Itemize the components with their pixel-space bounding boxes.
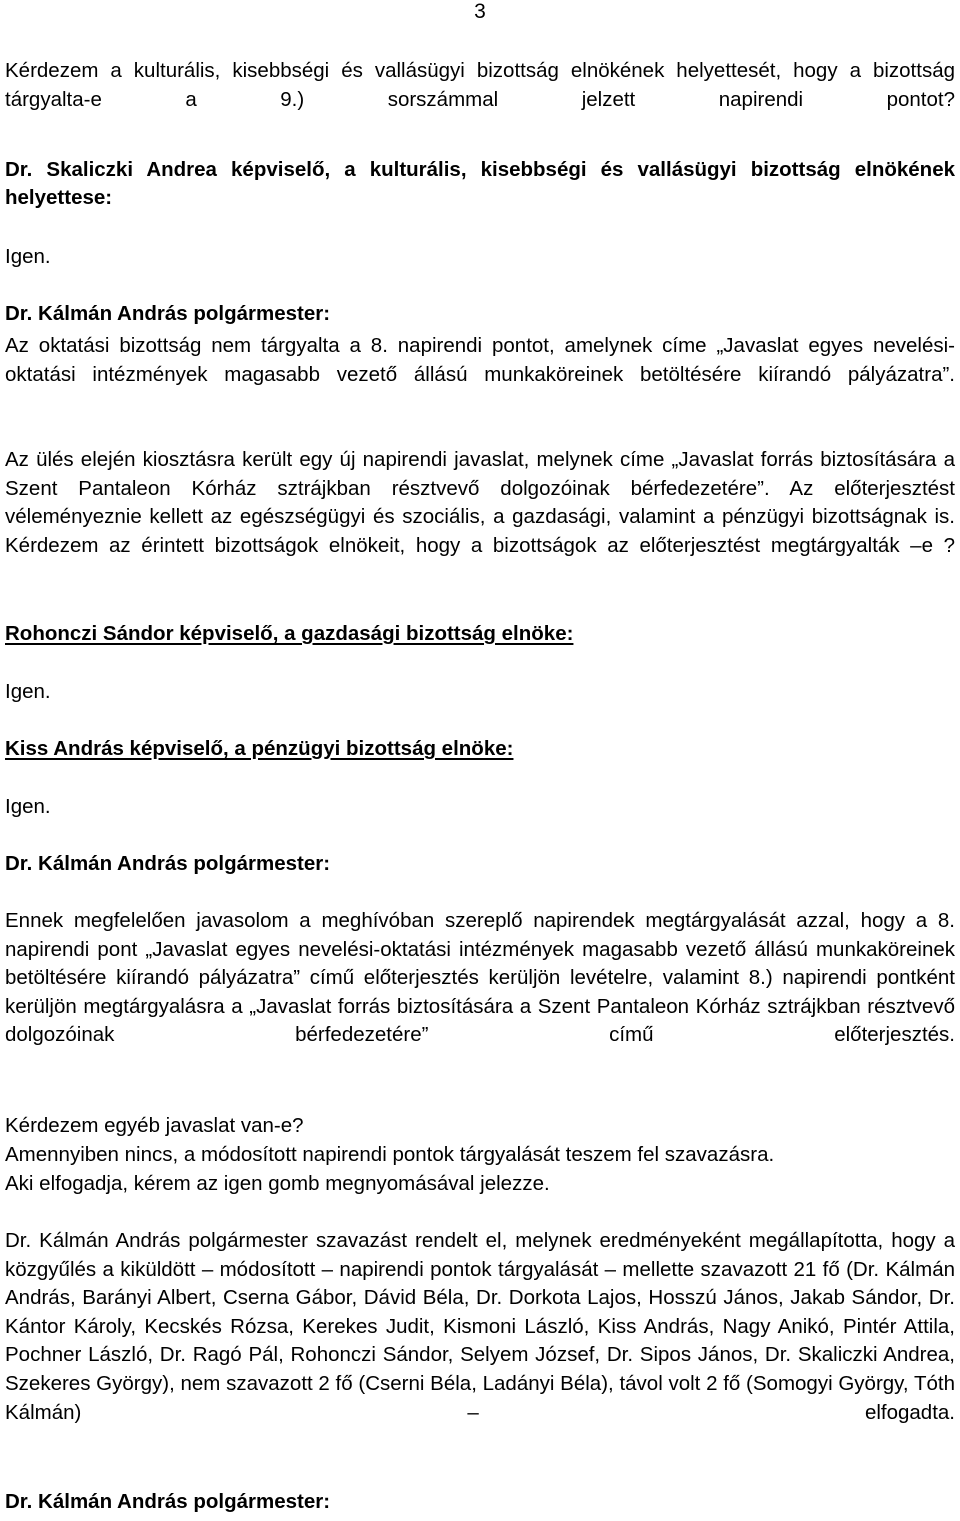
vote-result: Dr. Kálmán András polgármester szavazást rendelt el, melynek eredményeként megállapította, hogy a közgyűlés a kiküldött – módosított – napirendi pontok tárgyalását – mellette szavazott 21 fő (Dr. Kálmán András, Barányi Albert, Cserna Gábor, Dávid Béla, Dr. Dorkota Lajos, Hosszú János, Jakab Sándor, Dr. Kántor Károly, Kecskés Rózsa, Kerekes Judit, Kismoni László, Kiss András, Nagy Anikó, Pintér Attila, Pochner László, Dr. Ragó Pál, Rohonczi Sándor, Selyem József, Dr. Sipos János, Dr. Skaliczki Andrea, Szekeres György), nem szavazott 2 fő (Cserni Béla, Ladányi Béla), távol volt 2 fő (Somogyi György, Tóth Kálmán) – elfogadta.: [5, 1229, 955, 1424]
mayor-statement-1: Az oktatási bizottság nem tárgyalta a 8. napirendi pontot, amelynek címe „Javaslat egyes nevelési-oktatási intézmények magasabb vezető állású munkaköreinek betöltésére kiírandó pályázatra”.: [5, 334, 955, 386]
speaker-mayor-1: Dr. Kálmán András polgármester:: [5, 302, 331, 325]
question-paragraph: Kérdezem a kulturális, kisebbségi és vallásügyi bizottság elnökének helyettesét, hogy a bizottság tárgyalta-e a 9.) sorszámmal jelzett napirendi pontot?: [5, 59, 955, 111]
answer-kiss: Igen.: [5, 795, 51, 818]
speaker-mayor-3: Dr. Kálmán András polgármester:: [5, 1490, 331, 1513]
speaker-kiss: Kiss András képviselő, a pénzügyi bizottság elnöke:: [5, 737, 514, 760]
speaker-rohonczi: Rohonczi Sándor képviselő, a gazdasági bizottság elnöke:: [5, 622, 574, 645]
mayor-proposal: Ennek megfelelően javasolom a meghívóban szereplő napirendek megtárgyalását azzal, hogy a 8. napirendi pont „Javaslat egyes nevelési-oktatási intézmények magasabb vezető állású munkaköreinek betöltésére kiírandó pályázatra” című előterjesztés kerüljön levételre, valamint 8.) napirendi pontként kerüljön megtárgyalásra a „Javaslat forrás biztosítására a Szent Pantaleon Kórház sztrájkban résztvevő dolgozóinak bérfedezetére” című előterjesztés.: [5, 909, 955, 1047]
mayor-statement-2: Az ülés elején kiosztásra került egy új napirendi javaslat, melynek címe „Javaslat forrás biztosítására a Szent Pantaleon Kórház sztrájkban résztvevő dolgozóinak bérfedezetére”. Az előterjesztést véleményeznie kellett az egészségügyi és szociális, a gazdasági, valamint a pénzügyi bizottságnak is. Kérdezem az érintett bizottságok elnökeit, hogy a bizottságok az előterjesztést megtárgyalták –e ?: [5, 448, 955, 557]
page-number: 3: [474, 0, 486, 23]
speaker-mayor-2: Dr. Kálmán András polgármester:: [5, 852, 331, 875]
vote-call-line-1: Amennyiben nincs, a módosított napirendi pontok tárgyalását teszem fel szavazásra.: [5, 1143, 775, 1166]
question-other-proposal: Kérdezem egyéb javaslat van-e?: [5, 1114, 304, 1137]
answer-rohonczi: Igen.: [5, 680, 51, 703]
answer-skaliczki: Igen.: [5, 245, 51, 268]
speaker-skaliczki: Dr. Skaliczki Andrea képviselő, a kulturális, kisebbségi és vallásügyi bizottság elnökének helyettese:: [5, 158, 955, 209]
vote-call-line-2: Aki elfogadja, kérem az igen gomb megnyomásával jelezze.: [5, 1172, 550, 1195]
